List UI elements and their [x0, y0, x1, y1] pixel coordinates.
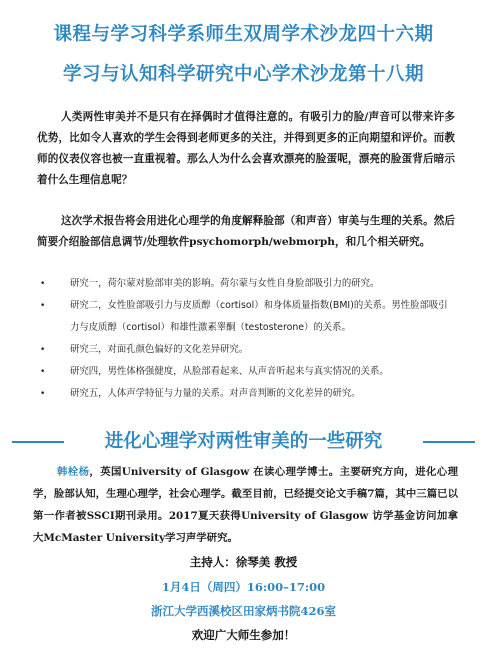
study-text: 研究一，荷尔蒙对脸部审美的影响。荷尔蒙与女性自身脸部吸引力的研究。	[70, 278, 380, 289]
intro-paragraph-1: 人类两性审美并不是只有在择偶时才值得注意的。有吸引力的脸/声音可以带来许多优势，比如令人喜欢的学生会得到老师更多的关注，并得到更多的正向期望和评价。而教师的仪表仪容也被一直重视着。那么人为什么会喜欢漂亮的脸蛋呢，漂亮的脸蛋背后暗示着什么生理信息呢？	[37, 111, 455, 186]
bullet-icon: •	[40, 279, 46, 289]
intro-paragraph-2: 这次学术报告将会用进化心理学的角度解释脸部（和声音）审美与生理的关系。然后简要介绍脸部信息调节/处理软件psychomorph/webmorph，和几个相关研究。	[37, 215, 455, 248]
divider-right	[423, 441, 475, 443]
title-line-2: 学习与认知科学研究中心学术沙龙第十八期	[62, 64, 424, 85]
speaker-bio	[33, 461, 458, 549]
study-item	[37, 361, 455, 383]
study-item	[37, 383, 455, 405]
study-text: 研究二，女性脸部吸引力与皮质醇（cortisol）和身体质量指数(BMI)的关系。男性脸部吸引力与皮质醇（cortisol）和雄性激素睾酮（testosterone）的关系。	[70, 300, 448, 333]
welcome-line: 欢迎广大师生参加！	[191, 628, 296, 642]
study-item	[37, 295, 455, 339]
study-text: 研究五，人体声学特征与力量的关系。对声音判断的文化差异的研究。	[70, 388, 361, 399]
speaker-name: 韩栓杨	[57, 466, 90, 478]
bullet-icon: •	[40, 367, 46, 377]
divider-left	[12, 441, 64, 443]
section-heading	[0, 427, 487, 457]
study-item	[37, 339, 455, 361]
study-item	[37, 273, 455, 295]
study-list	[37, 273, 455, 405]
time-line: 1月4日（周四）16:00–17:00	[161, 580, 326, 594]
host-line: 主持人：徐琴美 教授	[189, 555, 298, 569]
study-text: 研究三，对面孔颜色偏好的文化差异研究。	[70, 344, 249, 355]
bullet-icon: •	[40, 301, 46, 311]
bullet-icon: •	[40, 345, 46, 355]
study-text: 研究四，男性体格强健度，从脸部看起来、从声音听起来与真实情况的关系。	[70, 366, 389, 377]
venue-line: 浙江大学西溪校区田家炳书院426室	[150, 604, 336, 618]
speaker-bio-text: ，英国University of Glasgow 在读心理学博士。主要研究方向，进化心理学，脸部认知，生理心理学，社会心理学。截至目前，已经提交论文手稿7篇，其中三篇已以第一作者被SSCI期刊录用。2017夏天获得University of Glasgow 访学基金访问加拿大McMaster University学习声学研究。	[33, 466, 458, 544]
title-line-1: 课程与学习科学系师生双周学术沙龙四十六期	[53, 24, 434, 45]
bullet-icon: •	[40, 389, 46, 399]
section-title: 进化心理学对两性审美的一些研究	[104, 431, 383, 452]
